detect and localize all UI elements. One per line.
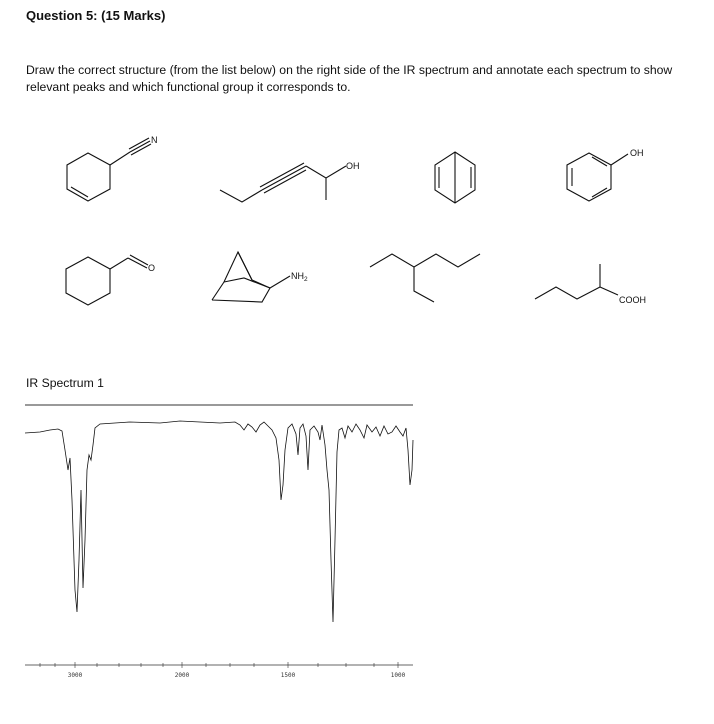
amine-label: NH (291, 271, 304, 281)
acid-cooh-label: COOH (619, 295, 646, 305)
question-instruction: Draw the correct structure (from the list below) on the right side of the IR spectrum and annotate each spectrum to show relevant peaks and which functional group it corresponds to. (26, 63, 673, 94)
tick-label-2000: 2000 (174, 672, 190, 679)
aldehyde-o-label: O (148, 263, 156, 273)
alkynol-oh-label: OH (346, 161, 360, 171)
spectrum-label: IR Spectrum 1 (26, 376, 104, 390)
nitrile-label: N (151, 135, 158, 145)
tick-label-1000: 1000 (390, 672, 406, 679)
question-title: Question 5: (15 Marks) (26, 8, 166, 23)
tick-label-3000: 3000 (67, 672, 83, 679)
amine-subscript: 2 (304, 276, 308, 283)
tick-label-1500: 1500 (280, 672, 296, 679)
benzyl-oh-label: OH (630, 148, 644, 158)
ir-trace (25, 421, 413, 622)
